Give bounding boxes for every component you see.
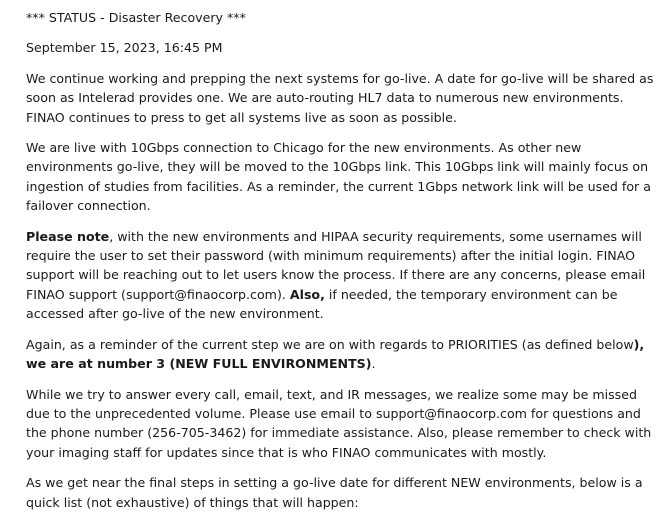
priorities-text: Again, as a reminder of the current step we are on with regards to PRIORITIES (as defined below: [26, 336, 634, 352]
temporary-environment-text: if needed, the temporary environment can be accessed after go-live of the new environment.: [26, 286, 618, 322]
priorities-period: .: [371, 356, 376, 372]
paragraph-password-note: [26, 227, 654, 324]
paragraph-go-live-prep: We continue working and prepping the next systems for go-live. A date for go-live will be shared as soon as Intelerad provides one. We are auto-routing HL7 data to numerous new environments. FINAO continues to press to get all systems live as soon as possible.: [26, 70, 654, 125]
also-bold: Also,: [289, 286, 325, 302]
priorities-step-bold: ), we are at number 3 (NEW FULL ENVIRONMENTS): [26, 336, 645, 372]
paragraph-support-contact: While we try to answer every call, email, text, and IR messages, we realize some may be missed due to the unprecedented volume. Please use email to support@finaocorp.com for questions and the phone number (256-705-3462) for immediate assistance. Also, please remember to check with your imaging staff for updates since that is who FINAO communicates with mostly.: [26, 386, 652, 460]
paragraph-go-live-list-intro: As we get near the final steps in setting a go-live date for different NEW environments, below is a quick list (not exhaustive) of things that will happen:: [26, 475, 643, 510]
paragraph-priorities: [26, 335, 654, 374]
document-body: [26, 8, 654, 523]
status-title: *** STATUS - Disaster Recovery ***: [26, 10, 246, 25]
date-line: September 15, 2023, 16:45 PM: [26, 40, 223, 56]
please-note-bold: Please note: [26, 228, 110, 244]
paragraph-10gbps-link: We are live with 10Gbps connection to Chicago for the new environments. As other new environments go-live, they will be moved to the 10Gbps link. This 10Gbps link will mainly focus on ingestion of studies from facilities. As a reminder, the current 1Gbps network link will be used for a failover connection.: [26, 140, 651, 214]
password-note-text: , with the new environments and HIPAA security requirements, some usernames will require the user to set their password (with minimum requirements) after the initial login. FINAO support will be reaching out to let users know the process. If there are any concerns, please email FINAO support (support@finaocorp.com).: [26, 228, 646, 302]
